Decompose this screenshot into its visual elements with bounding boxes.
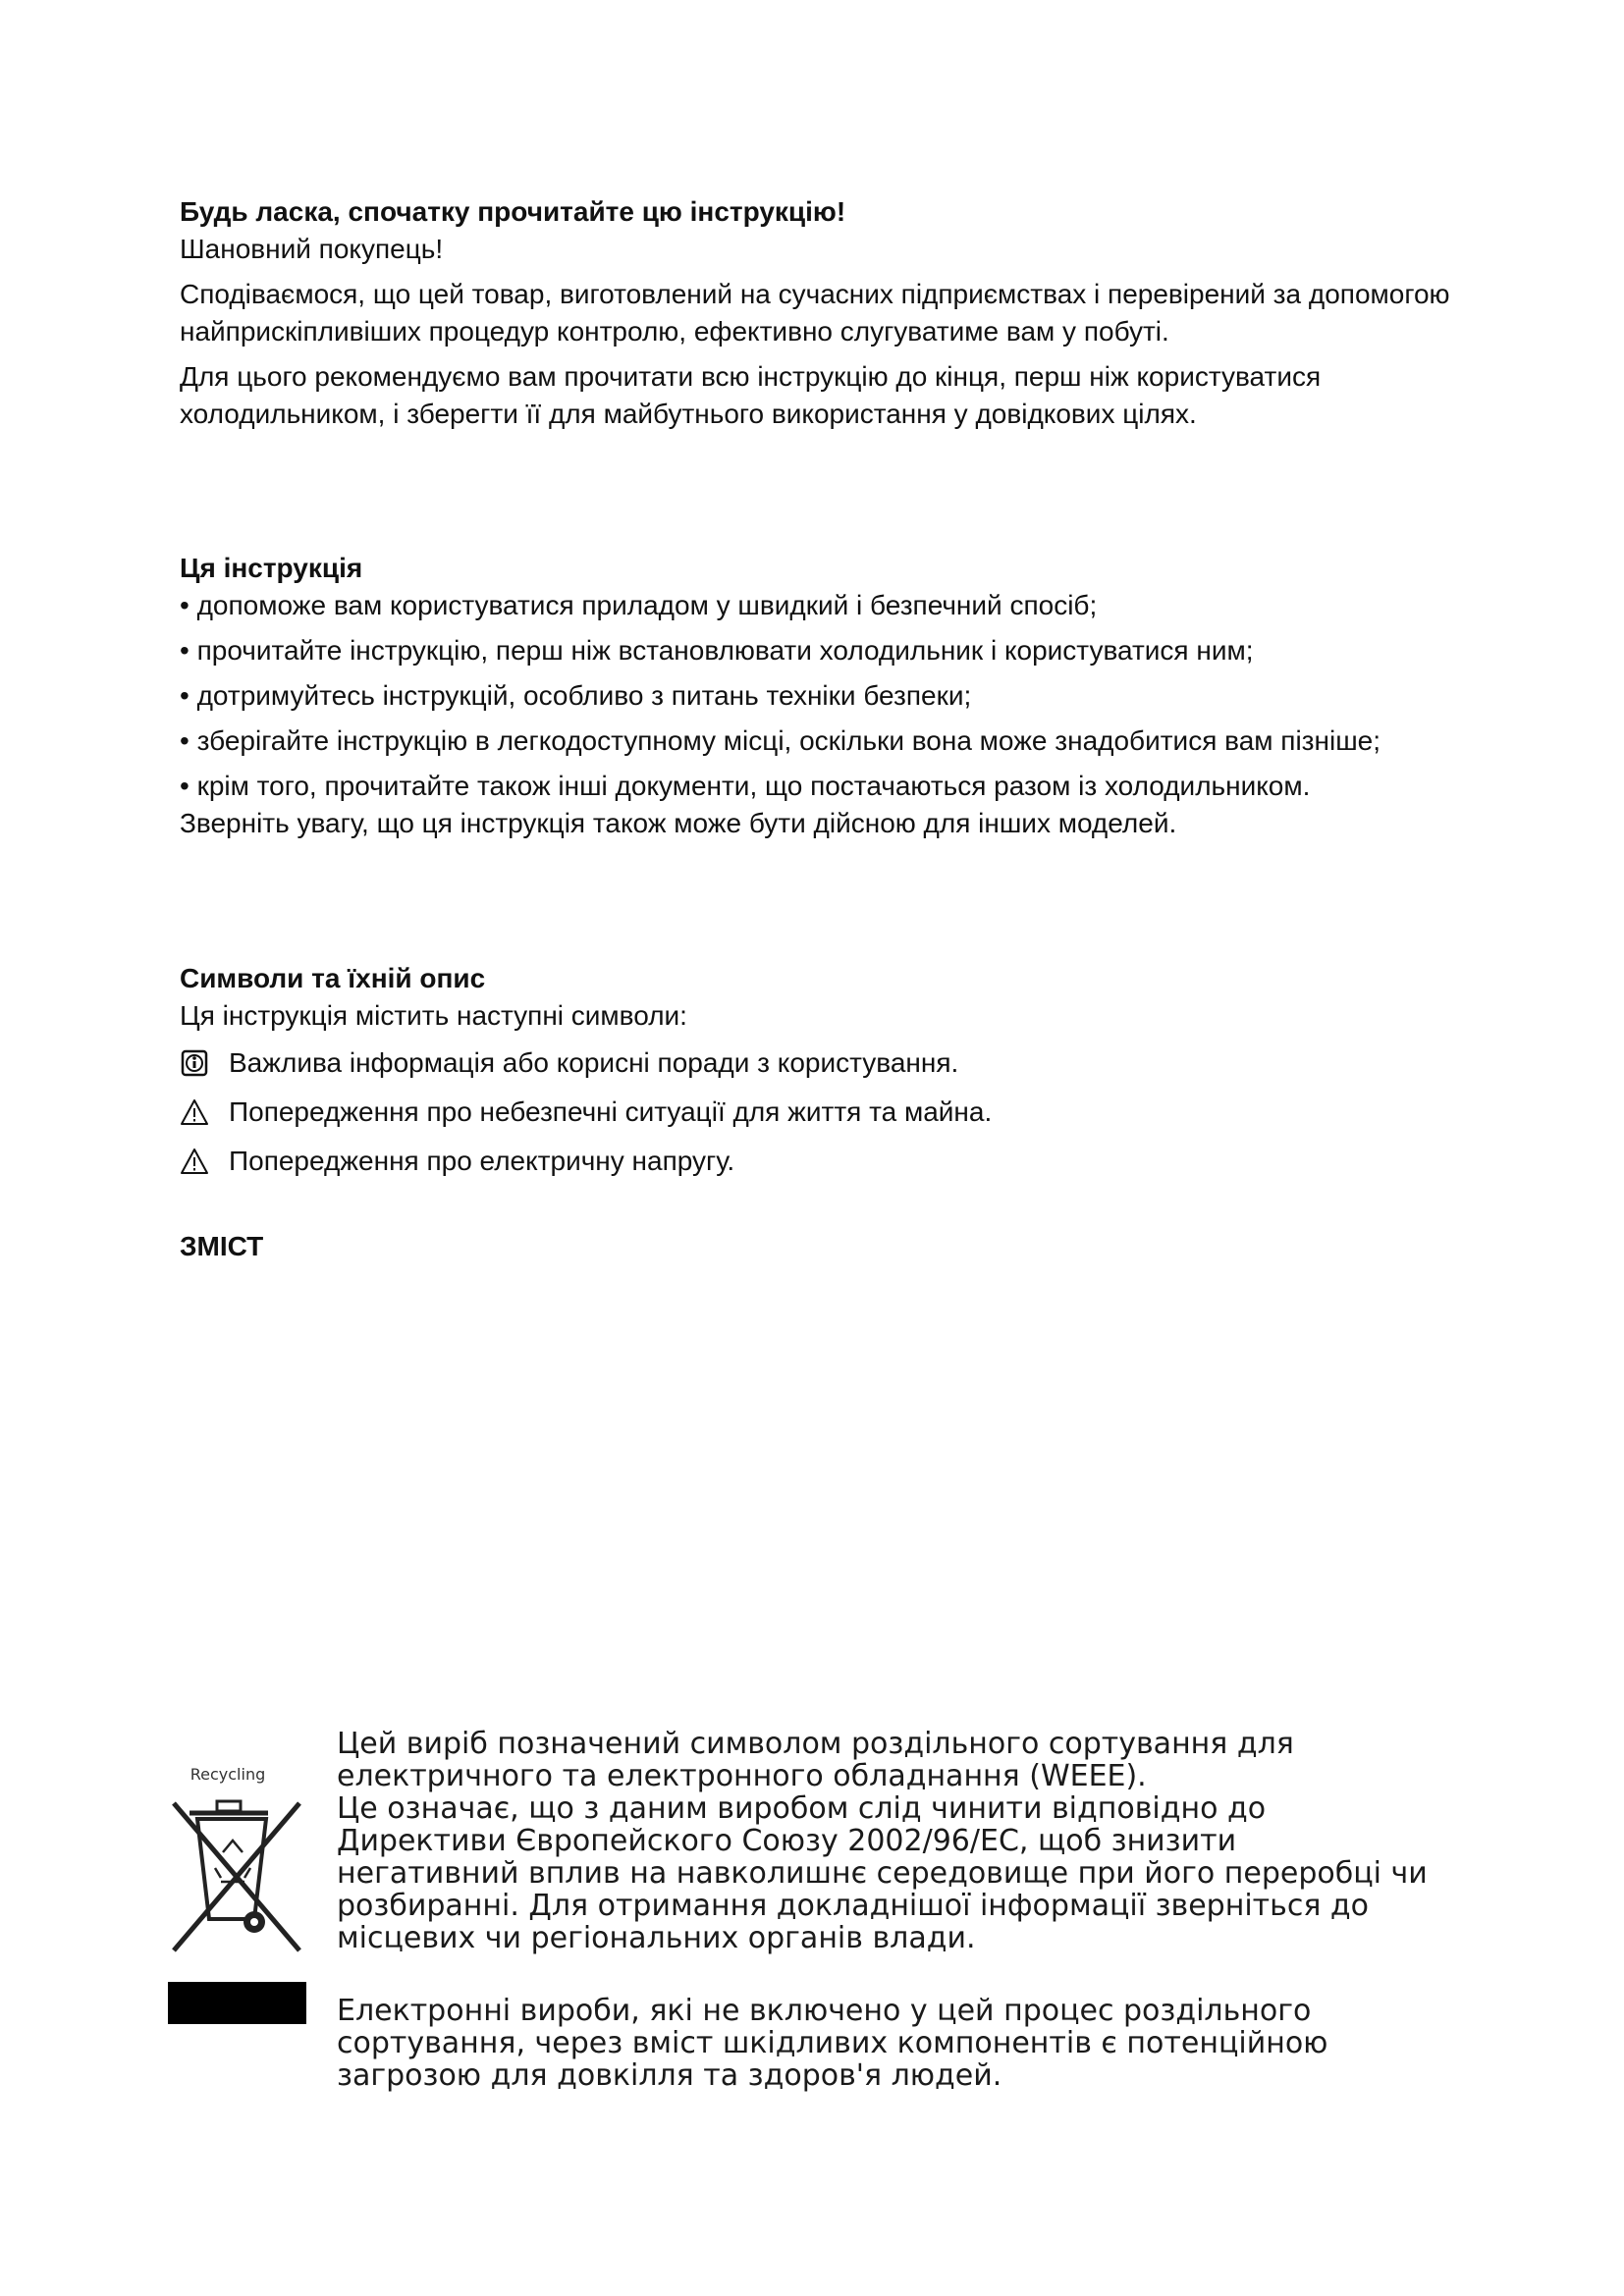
weee-recycling-logo xyxy=(162,1762,314,1963)
weee-line: Цей виріб позначений символом роздільного сортування для xyxy=(337,1727,1294,1761)
manual-title: Ця інструкція xyxy=(180,553,363,583)
weee-line: Електронні вироби, які не включено у цей процес роздільного xyxy=(337,1994,1312,2028)
intro-title: Будь ласка, спочатку прочитайте цю інструкцію! xyxy=(180,196,846,227)
symbol-text-electric: Попередження про електричну напругу. xyxy=(229,1146,735,1176)
manual-bullet: • допоможе вам користуватися приладом у швидкий і безпечний спосіб; xyxy=(180,590,1098,620)
warning-icon xyxy=(180,1147,209,1176)
intro-section xyxy=(180,193,1456,441)
symbol-text-info: Важлива інформація або корисні поради з користування. xyxy=(229,1047,959,1078)
weee-paragraph-2 xyxy=(337,1995,1466,2092)
symbol-row-electric xyxy=(180,1137,1456,1186)
symbol-row-info xyxy=(180,1039,1456,1088)
recycling-label: Recycling xyxy=(189,1765,266,1784)
symbols-title: Символи та їхній опис xyxy=(180,963,486,993)
weee-line: електричного та електронного обладнання (WEEE). xyxy=(337,1759,1147,1793)
manual-note: Зверніть увагу, що ця інструкція також може бути дійсною для інших моделей. xyxy=(180,808,1177,838)
intro-greeting: Шановний покупець! xyxy=(180,234,444,264)
manual-bullet: • прочитайте інструкцію, перш ніж встановлювати холодильник і користуватися ним; xyxy=(180,635,1254,666)
weee-line: місцевих чи регіональних органів влади. xyxy=(337,1921,976,1955)
weee-line: негативний вплив на навколишнє середовище при його переробці чи xyxy=(337,1856,1428,1891)
weee-line: сортування, через вміст шкідливих компонентів є потенційною xyxy=(337,2026,1328,2060)
info-icon xyxy=(180,1048,209,1078)
weee-line: Це означає, що з даним виробом слід чинити відповідно до xyxy=(337,1791,1267,1826)
symbols-intro: Ця інструкція містить наступні символи: xyxy=(180,1000,687,1031)
manual-bullet: • дотримуйтесь інструкцій, особливо з питань техніки безпеки; xyxy=(180,680,972,711)
intro-paragraph-1: Сподіваємося, що цей товар, виготовлений на сучасних підприємствах і перевірений за допомогою найприскіпливіших процедур контролю, ефективно слугуватиме вам у побуті. xyxy=(180,279,1450,347)
symbol-row-warning xyxy=(180,1088,1456,1137)
manual-bullet: • крім того, прочитайте також інші документи, що постачаються разом із холодильником. xyxy=(180,771,1311,801)
contents-section xyxy=(180,1228,1456,1265)
weee-line: Директиви Європейского Союзу 2002/96/EC, щоб знизити xyxy=(337,1824,1237,1858)
symbols-section xyxy=(180,960,1456,1186)
symbol-text-warning: Попередження про небезпечні ситуації для життя та майна. xyxy=(229,1096,993,1127)
manual-bullet: • зберігайте інструкцію в легкодоступному місці, оскільки вона може знадобитися вам пізніше; xyxy=(180,725,1381,756)
weee-paragraph-1 xyxy=(337,1728,1466,1954)
weee-line: загрозою для довкілля та здоров'я людей. xyxy=(337,2058,1002,2093)
weee-black-bar xyxy=(168,1982,306,2024)
weee-line: розбиранні. Для отримання докладнішої інформації зверніться до xyxy=(337,1889,1369,1923)
manual-section xyxy=(180,550,1456,850)
warning-icon xyxy=(180,1097,209,1127)
intro-paragraph-2: Для цього рекомендуємо вам прочитати всю інструкцію до кінця, перш ніж користуватися холодильником, і зберегти її для майбутнього використання у довідкових цілях. xyxy=(180,361,1322,429)
contents-title: ЗМІСТ xyxy=(180,1231,264,1261)
